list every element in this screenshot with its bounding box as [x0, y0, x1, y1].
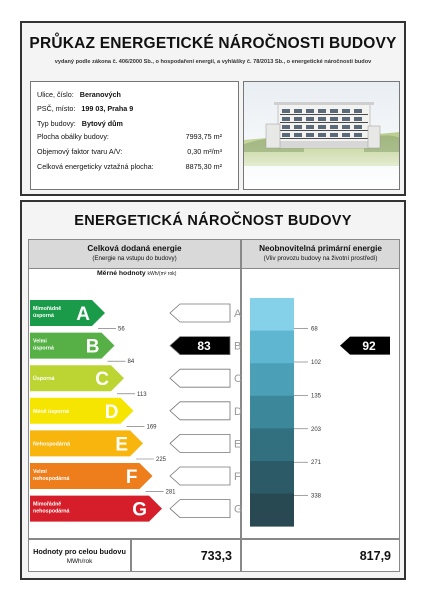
total-delivered-cell [131, 539, 241, 572]
right-scale-block-b [250, 331, 294, 364]
energy-class-label-a: Mimořádně [33, 306, 62, 312]
total-delivered-energy: 733,3 [200, 549, 232, 563]
energy-class-label-e: Nehospodárná [33, 441, 71, 448]
energy-class-label-f: Velmi [33, 469, 47, 475]
left-marker-letter: E [234, 438, 242, 451]
right-scale-block-a [250, 298, 294, 331]
left-marker-outline [170, 434, 230, 452]
energy-class-label-g: Mimořádně [33, 501, 62, 508]
building-info-panel [30, 81, 239, 190]
type-value: Bytový dům [81, 119, 123, 128]
left-value-text: 83 [197, 339, 211, 354]
units-value: kWh/(m² rok) [147, 271, 177, 277]
right-scale-block-c [250, 363, 294, 396]
left-threshold-label: 113 [137, 391, 147, 398]
energy-class-letter-e: E [115, 434, 128, 456]
document-subtitle: vydaný podle zákona č. 406/2000 Sb., o hospodaření energií, a vyhlášky č. 78/2013 Sb., o energetické náročnosti budov [54, 59, 372, 65]
left-threshold-label: 56 [118, 326, 125, 333]
totals-label-cell [28, 539, 131, 572]
street-label: Ulice, číslo: [37, 90, 74, 99]
city-value: 199 03, Praha 9 [81, 104, 134, 113]
energy-class-label-g: nehospodárná [33, 508, 70, 515]
left-threshold-label: 84 [127, 359, 135, 366]
total-primary-cell [241, 539, 400, 572]
energy-class-label-b: úsporná [33, 345, 54, 352]
right-scale-block-g [250, 494, 294, 527]
left-marker-letter: G [234, 503, 243, 516]
energy-class-letter-a: A [76, 304, 90, 325]
energy-class-letter-g: G [132, 499, 147, 521]
right-scale-block-e [250, 428, 294, 461]
left-marker-letter: C [234, 373, 242, 386]
totals-unit: MWh/rok [66, 558, 93, 565]
energy-class-letter-c: C [95, 369, 109, 391]
right-scale-block-d [250, 396, 294, 429]
right-threshold-label: 135 [311, 393, 322, 400]
right-column-title: Neobnovitelná primární energie [259, 244, 382, 253]
street-value: Beranových [79, 90, 121, 99]
certificate-header [20, 21, 406, 196]
energy-class-chart [22, 202, 408, 582]
left-column-title: Celková dodaná energie [87, 244, 182, 253]
left-marker-outline [170, 402, 230, 420]
energy-class-letter-d: D [104, 401, 119, 423]
area-value: 7993,75 m² [185, 132, 222, 141]
city-row [37, 104, 133, 113]
left-threshold-label: 281 [165, 489, 176, 496]
energy-class-label-d: Méně úsporná [33, 408, 69, 415]
right-threshold-label: 203 [311, 426, 322, 433]
building-photo [243, 81, 400, 190]
floor-area-value: 8875,30 m² [185, 162, 222, 171]
right-value-text: 92 [362, 339, 376, 354]
left-marker-outline [170, 500, 230, 518]
left-column-subtitle: (Energie na vstupu do budovy) [92, 255, 177, 262]
left-marker-outline [170, 369, 230, 387]
right-threshold-label: 271 [311, 460, 322, 467]
left-marker-letter: A [234, 308, 242, 320]
energy-class-letter-f: F [125, 467, 138, 488]
left-threshold-label: 169 [146, 424, 157, 431]
left-marker-outline [170, 467, 230, 485]
right-scale-block-f [250, 461, 294, 494]
totals-label: Hodnoty pro celou budovu [33, 547, 126, 556]
right-threshold-label: 68 [311, 326, 318, 333]
section-title: ENERGETICKÁ NÁROČNOST BUDOVY [74, 213, 352, 229]
floor-area-label: Celková energeticky vztažná plocha: [37, 162, 154, 171]
type-row [37, 119, 123, 128]
energy-class-letter-b: B [85, 336, 100, 358]
street-row [37, 90, 121, 99]
left-threshold-label: 225 [156, 457, 167, 463]
right-column-subtitle: (Vliv provozu budovy na životní prostředí) [263, 255, 378, 262]
energy-class-label-b: Velmi [33, 338, 47, 345]
energy-class-label-f: nehospodárná [33, 476, 70, 482]
left-marker-letter: D [234, 405, 242, 418]
city-label: PSČ, místo: [37, 104, 76, 113]
units-label: Měrné hodnoty [97, 270, 146, 277]
factor-label: Objemový faktor tvaru A/V: [37, 147, 123, 156]
energy-class-label-c: Úsporná [33, 376, 55, 383]
left-marker-letter: B [234, 340, 242, 353]
energy-class-label-a: úsporná [33, 313, 54, 319]
total-primary-energy: 817,9 [359, 549, 391, 563]
energy-performance-section [20, 200, 406, 580]
left-marker-letter: F [234, 471, 241, 483]
type-label: Typ budovy: [37, 119, 76, 128]
document-title: PRŮKAZ ENERGETICKÉ NÁROČNOSTI BUDOVY [29, 35, 397, 52]
right-threshold-label: 102 [311, 360, 322, 366]
area-label: Plocha obálky budovy: [37, 132, 109, 141]
right-threshold-label: 338 [311, 493, 322, 500]
factor-value: 0,30 m²/m³ [187, 147, 222, 156]
left-marker-outline [170, 304, 230, 322]
